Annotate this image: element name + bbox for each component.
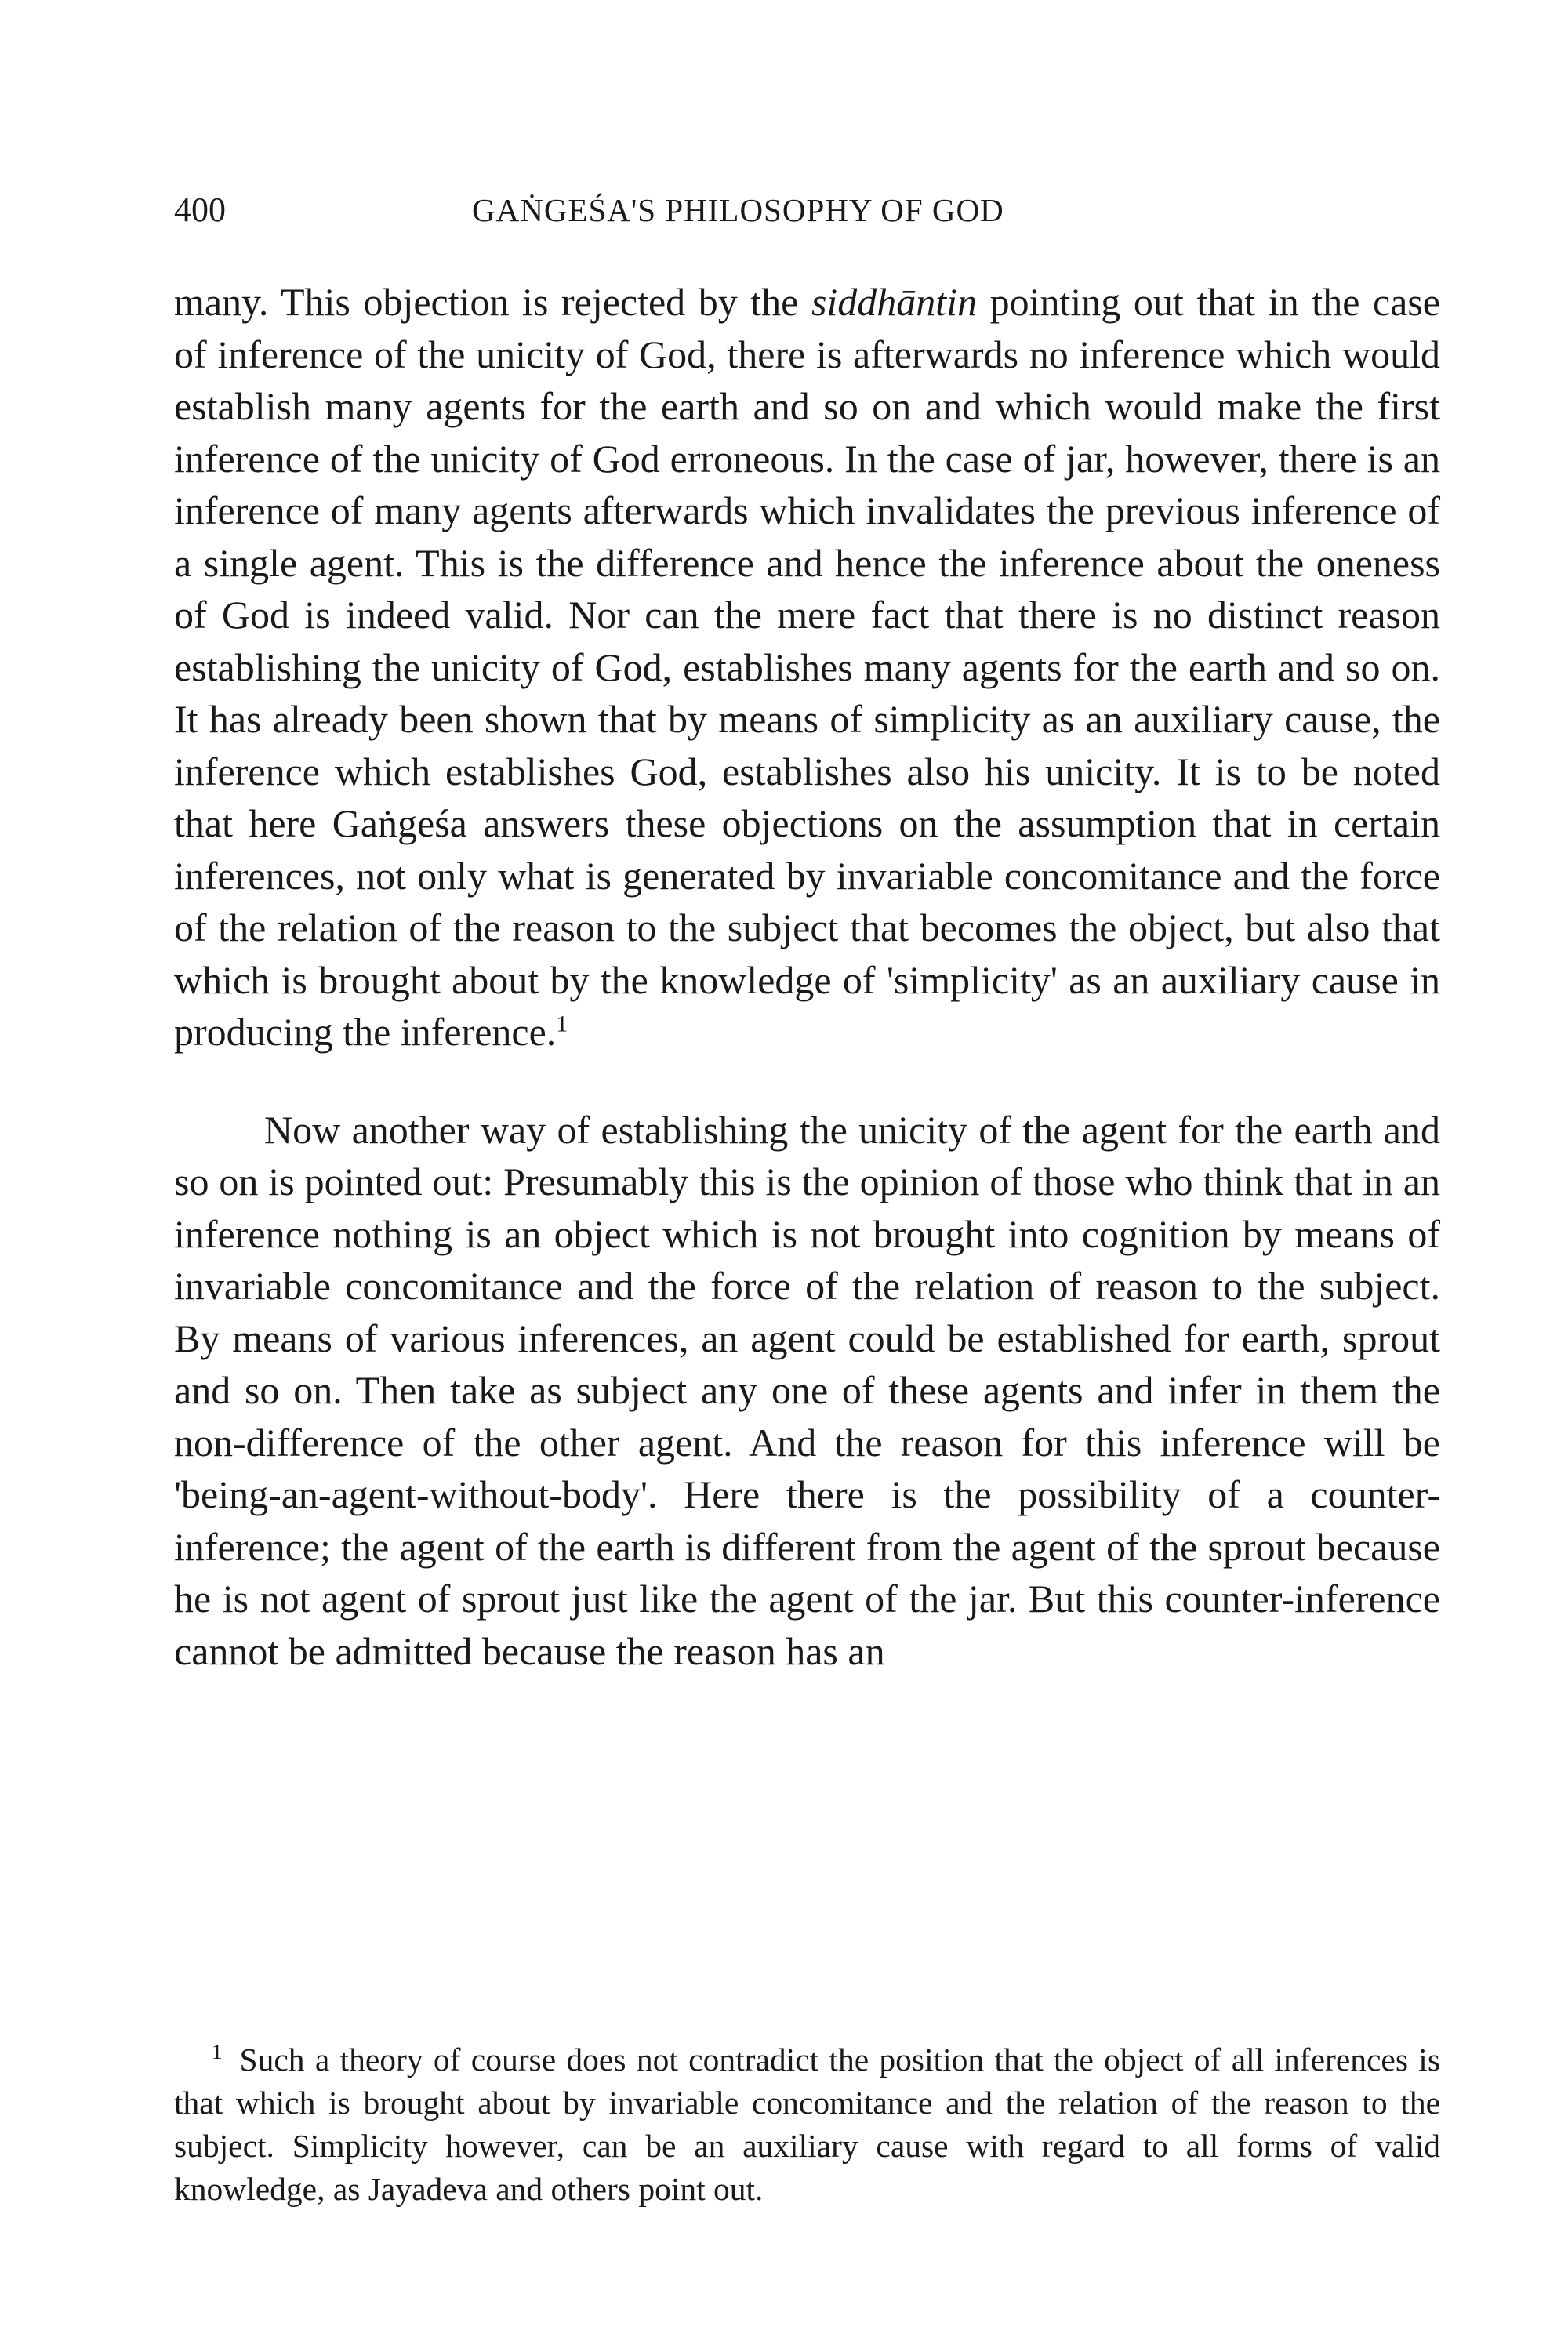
footnote xyxy=(174,2038,1440,2211)
paragraph-1-text-b: pointing out that in the case of inference of the unicity of God, there is afterwards no inference which would establish many agents for the earth and so on and which would make the first inference of the unicity of God erroneous. In the case of jar, however, there is an inference of many agents afterwards which invalidates the previous inference of a single agent. This is the difference and hence the inference about the oneness of God is indeed valid. Nor can the mere fact that there is no distinct reason establishing the unicity of God, establishes many agents for the earth and so on. It has already been shown that by means of simplicity as an auxiliary cause, the inference which establishes God, establishes also his unicity. It is to be noted that here Gaṅgeśa answers these objections on the assumption that in certain inferences, not only what is generated by invariable concomitance and the force of the relation of the reason to the subject that becomes the object, but also that which is brought about by the knowledge of 'simplicity' as an auxiliary cause in producing the inference. xyxy=(174,280,1440,1054)
footnote-number: 1 xyxy=(212,2040,223,2064)
page-number: 400 xyxy=(174,191,226,229)
paragraph-1 xyxy=(174,276,1440,1058)
body-text xyxy=(174,276,1440,1677)
running-title: GAṄGEŚA'S PHILOSOPHY OF GOD xyxy=(472,192,1004,228)
footnote-reference: 1 xyxy=(556,1011,568,1037)
italic-term-siddhantin: siddhāntin xyxy=(811,280,978,324)
running-head xyxy=(174,187,1436,234)
paragraph-2: Now another way of establishing the unicity of the agent for the earth and so on is pointed out: Presumably this is the opinion of those who think that in an inference nothing is an object which is not brought into cognition by means of invariable concomitance and the force of the relation of reason to the subject. By means of various inferences, an agent could be established for earth, sprout and so on. Then take as subject any one of these agents and infer in them the non-difference of the other agent. And the reason for this inference will be 'being-an-agent-without-body'. Here there is the possibility of a counter-inference; the agent of the earth is different from the agent of the sprout because he is not agent of sprout just like the agent of the jar. But this counter-inference cannot be admitted because the reason has an xyxy=(174,1107,1440,1673)
footnote-text: Such a theory of course does not contradict the position that the object of all inferences is that which is brought about by invariable concomitance and the relation of the reason to the subject. Simplicity however, can be an auxiliary cause with regard to all forms of valid knowledge, as Jayadeva and others point out. xyxy=(174,2042,1440,2207)
paragraph-1-text-a: many. This objection is rejected by the xyxy=(174,280,811,324)
